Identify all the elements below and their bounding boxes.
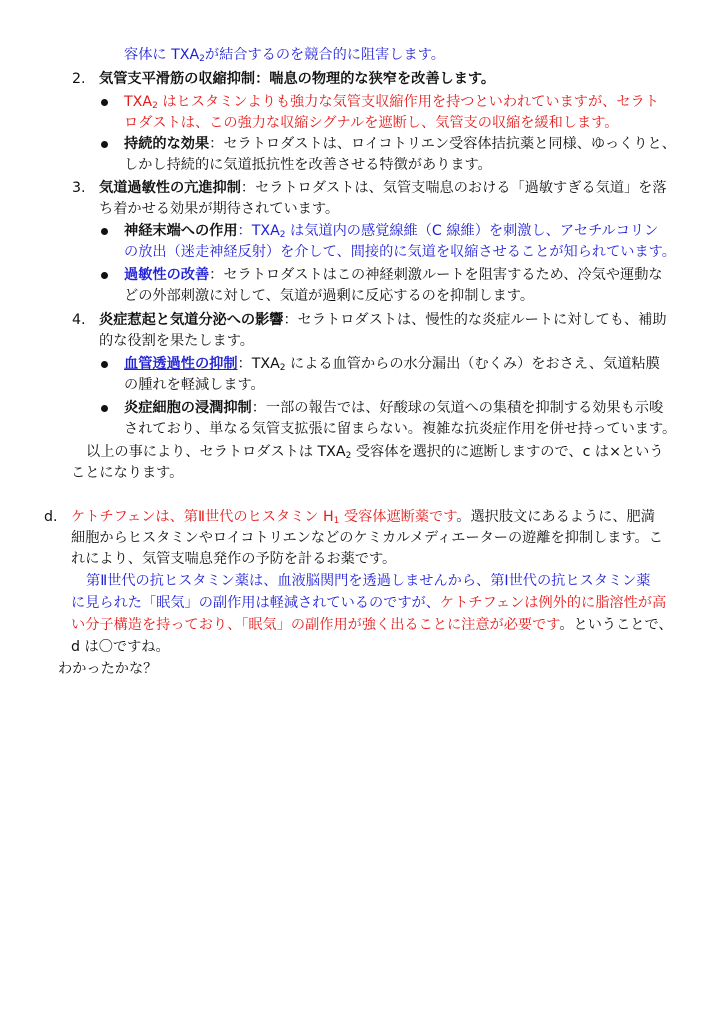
item4-bullet1-line2: の腫れを軽減します。 — [124, 377, 265, 393]
item4-bullet1-line1: 血管透過性の抑制：$TXA_2$ による血管からの水分漏出（むくみ）をおさえ、気道粘膜 — [124, 356, 660, 373]
section-d-marker: d. — [44, 509, 58, 525]
item3-line2: ち着かせる効果が期待されています。 — [99, 201, 340, 217]
item4-bullet2-line2: されており、単なる気管支拡張に留まらない。複雑な抗炎症作用を併せ持っています。 — [124, 421, 677, 437]
item2-bullet1-line2: ロダストは、この強力な収縮シグナルを遮断し、気管支の収縮を緩和します。 — [124, 115, 619, 131]
item2-bullet2-line1: 持続的な効果：セラトロダストは、ロイコトリエン受容体拮抗薬と同様、ゆっくりと、 — [124, 136, 676, 152]
section-d-line2: 細胞からヒスタミンやロイコトリエンなどのケミカルメディエーターの遊離を抑制します。こ — [71, 530, 663, 546]
bullet-dot — [101, 272, 108, 279]
item3-bullet2-line1: 過敏性の改善：セラトロダストはこの神経刺激ルートを阻害するため、冷気や運動な — [124, 267, 663, 283]
section-d-p2-line4: d は〇ですね。 — [71, 639, 170, 655]
item4-number: 4. — [72, 312, 86, 328]
item2-bullet1-line1: $TXA_2$ はヒスタミンよりも強力な気管支収縮作用を持つといわれていますが、セラト — [124, 94, 659, 111]
section-d-p2-line1: 第Ⅱ世代の抗ヒスタミン薬は、血液脳関門を透過しませんから、第Ⅰ世代の抗ヒスタミン薬 — [86, 573, 651, 589]
item4-line2: 的な役割を果たします。 — [99, 333, 254, 349]
item3-number: 3. — [72, 180, 86, 196]
section-d-p2-line2: に見られた「眠気」の副作用は軽減されているのですが、ケトチフェンは例外的に脂溶性が高 — [71, 595, 667, 611]
bullet-dot — [101, 405, 108, 412]
item1-tail-line: 容体に $TXA_2$が結合するのを競合的に阻害します。 — [124, 47, 445, 64]
bullet-dot — [101, 141, 108, 148]
bullet-dot — [101, 99, 108, 106]
bullet-dot — [101, 228, 108, 235]
conclusion-c-line1: 以上の事により、セラトロダストは $TXA_2$ 受容体を選択的に遮断しますので、c は×という — [86, 444, 664, 461]
conclusion-c-line2: ことになります。 — [71, 465, 184, 481]
item2-number: 2. — [72, 71, 86, 87]
section-d-p2-line3: い分子構造を持っており、「眠気」の副作用が強く出ることに注意が必要です。ということで、 — [71, 617, 673, 633]
section-d-line3: れにより、気管支喘息発作の予防を計るお薬です。 — [71, 551, 397, 567]
closing-question: わかったかな？ — [58, 661, 158, 677]
bullet-dot — [101, 361, 108, 368]
item3-bullet1-line1: 神経末端への作用：$TXA_2$ は気道内の感覚線維（C 線維）を刺激し、アセチルコリン — [124, 223, 659, 240]
item4-bullet2-line1: 炎症細胞の浸潤抑制：一部の報告では、好酸球の気道への集積を抑制する効果も示唆 — [124, 400, 664, 416]
item2-heading: 気管支平滑筋の収縮抑制：喘息の物理的な狭窄を改善します。 — [99, 71, 496, 87]
item4-line1: 炎症惹起と気道分泌への影響：セラトロダストは、慢性的な炎症ルートに対しても、補助 — [99, 312, 667, 328]
item3-bullet2-line2: どの外部刺激に対して、気道が過剰に反応するのを抑制します。 — [124, 288, 535, 304]
section-d-line1: ケトチフェンは、第Ⅱ世代のヒスタミン $H_1$ 受容体遮断薬です。選択肢文にあるように、肥満 — [71, 509, 655, 526]
item3-bullet1-line2: の放出（迷走神経反射）を介して、間接的に気道を収縮させることが知られています。 — [124, 244, 676, 260]
item2-bullet2-line2: しかし持続的に気道抵抗性を改善させる特徴があります。 — [124, 157, 492, 173]
item3-line1: 気道過敏性の亢進抑制：セラトロダストは、気管支喘息のおける「過敏すぎる気道」を落 — [99, 180, 667, 196]
